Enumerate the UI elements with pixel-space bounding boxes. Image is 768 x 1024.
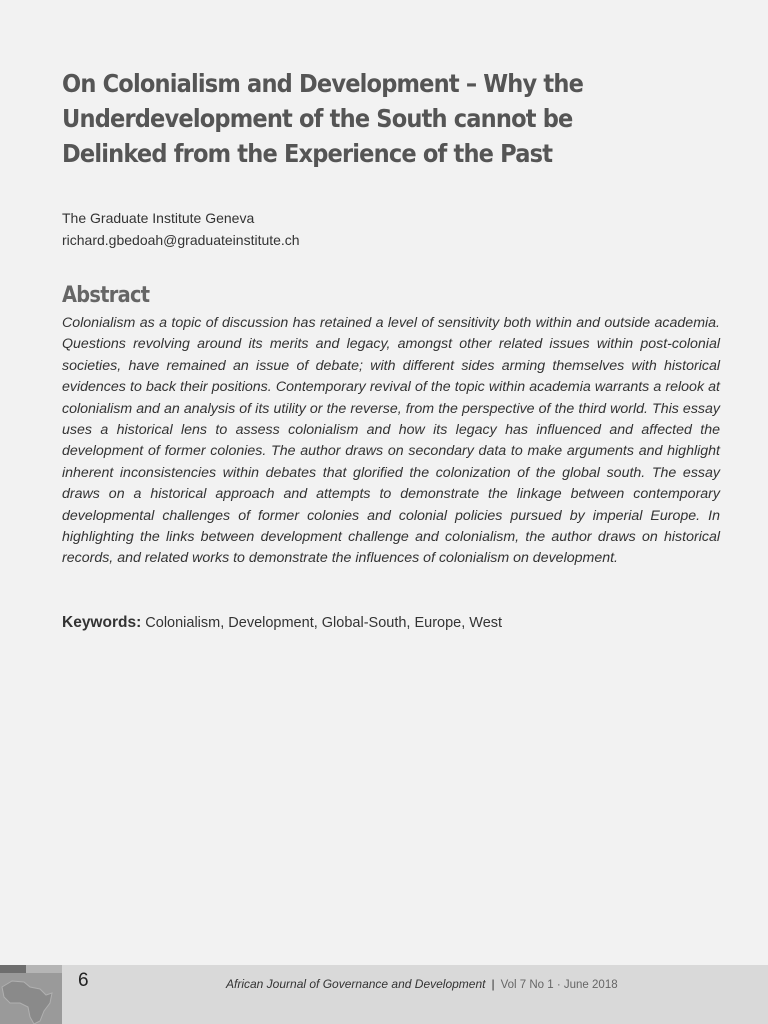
institution: The Graduate Institute Geneva bbox=[62, 210, 255, 226]
journal-name: African Journal of Governance and Development bbox=[226, 977, 486, 991]
keywords-values: Colonialism, Development, Global-South, Europe, West bbox=[145, 615, 503, 631]
africa-map-icon bbox=[0, 973, 62, 1024]
author-email[interactable]: richard.gbedoah@graduateinstitute.ch bbox=[62, 232, 300, 248]
footer-separator: | bbox=[491, 977, 495, 991]
page-footer bbox=[0, 965, 768, 1024]
journal-volume: Vol 7 No 1 · June 2018 bbox=[500, 979, 618, 991]
footer-stripe-light bbox=[26, 965, 62, 973]
author-affiliation bbox=[62, 207, 300, 251]
keywords bbox=[62, 613, 502, 633]
keywords-label: Keywords: bbox=[62, 614, 142, 631]
footer-map-block bbox=[0, 965, 62, 1024]
journal-info bbox=[226, 977, 618, 991]
article-title: On Colonialism and Development – Why the Underdevelopment of the South cannot be Delinked from the Experience of the Past bbox=[62, 69, 584, 168]
footer-stripe-dark bbox=[0, 965, 26, 973]
page-number: 6 bbox=[78, 970, 89, 991]
abstract-heading: Abstract bbox=[62, 283, 150, 308]
abstract-text: Colonialism as a topic of discussion has retained a level of sensitivity both within and outside academia. Questions revolving around its merits and legacy, amongst other related issues within post-colonial societies, have remained an issue of debate; with different sides arming themselves with historical evidences to back their positions. Contemporary revival of the topic within academia warrants a relook at colonialism and an analysis of its utility or the reverse, from the perspective of the third world. This essay uses a historical lens to assess colonialism and how its legacy has influenced and affected the development of former colonies. The author draws on secondary data to make arguments and highlight inherent inconsistencies within debates that glorified the colonization of the global south. The essay draws on a historical approach and attempts to demonstrate the linkage between contemporary developmental challenges of former colonies and colonial policies pursued by imperial Europe. In highlighting the links between development challenge and colonialism, the author draws on historical records, and related works to demonstrate the influences of colonialism on development. bbox=[62, 315, 720, 567]
